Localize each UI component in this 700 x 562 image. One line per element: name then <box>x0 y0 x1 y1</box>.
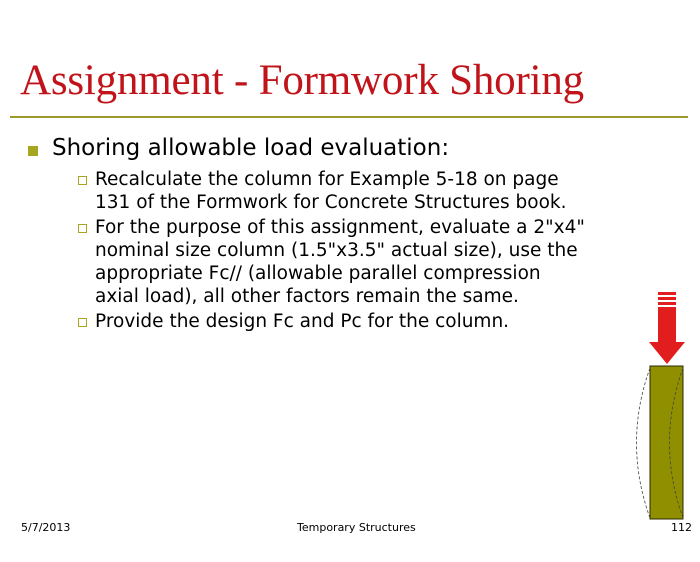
sub-bullet-text <box>95 168 567 214</box>
sub-bullet-line: Provide the design Fc and Pc for the column. <box>95 311 510 332</box>
sub-bullet <box>78 168 668 214</box>
square-bullet-icon <box>28 146 38 156</box>
arrow-tail-stripe <box>658 302 676 305</box>
sub-bullet-line: appropriate Fc// (allowable parallel compression <box>95 263 541 284</box>
title-divider <box>10 116 688 118</box>
sub-bullet-line: Recalculate the column for Example 5-18 on page <box>95 169 559 190</box>
sub-bullet <box>78 310 668 333</box>
arrow-tail-stripe <box>658 292 676 295</box>
column-post <box>650 366 683 519</box>
buckling-curve <box>637 368 651 518</box>
load-arrow-shaft <box>658 307 676 343</box>
hollow-square-bullet-icon <box>78 176 87 185</box>
sub-bullet <box>78 216 668 308</box>
sub-bullet-list <box>78 168 668 335</box>
sub-bullet-text <box>95 216 585 308</box>
hollow-square-bullet-icon <box>78 224 87 233</box>
sub-bullet-line: For the purpose of this assignment, evaluate a 2"x4" <box>95 217 585 238</box>
hollow-square-bullet-icon <box>78 318 87 327</box>
load-arrow-head <box>649 342 685 364</box>
sub-bullet-line: axial load), all other factors remain the same. <box>95 286 519 307</box>
main-bullet <box>28 133 449 163</box>
page-number: 112 <box>671 521 692 534</box>
footer-date: 5/7/2013 <box>21 521 71 534</box>
sub-bullet-line: nominal size column (1.5"x3.5" actual size), use the <box>95 240 578 261</box>
column-buckling-figure <box>618 290 698 530</box>
main-bullet-text: Shoring allowable load evaluation: <box>52 135 450 161</box>
sub-bullet-text <box>95 310 509 333</box>
sub-bullet-line: 131 of the Formwork for Concrete Structures book. <box>95 192 567 213</box>
footer-title: Temporary Structures <box>297 521 416 534</box>
arrow-tail-stripe <box>658 297 676 300</box>
slide-title: Assignment - Formwork Shoring <box>20 57 584 104</box>
